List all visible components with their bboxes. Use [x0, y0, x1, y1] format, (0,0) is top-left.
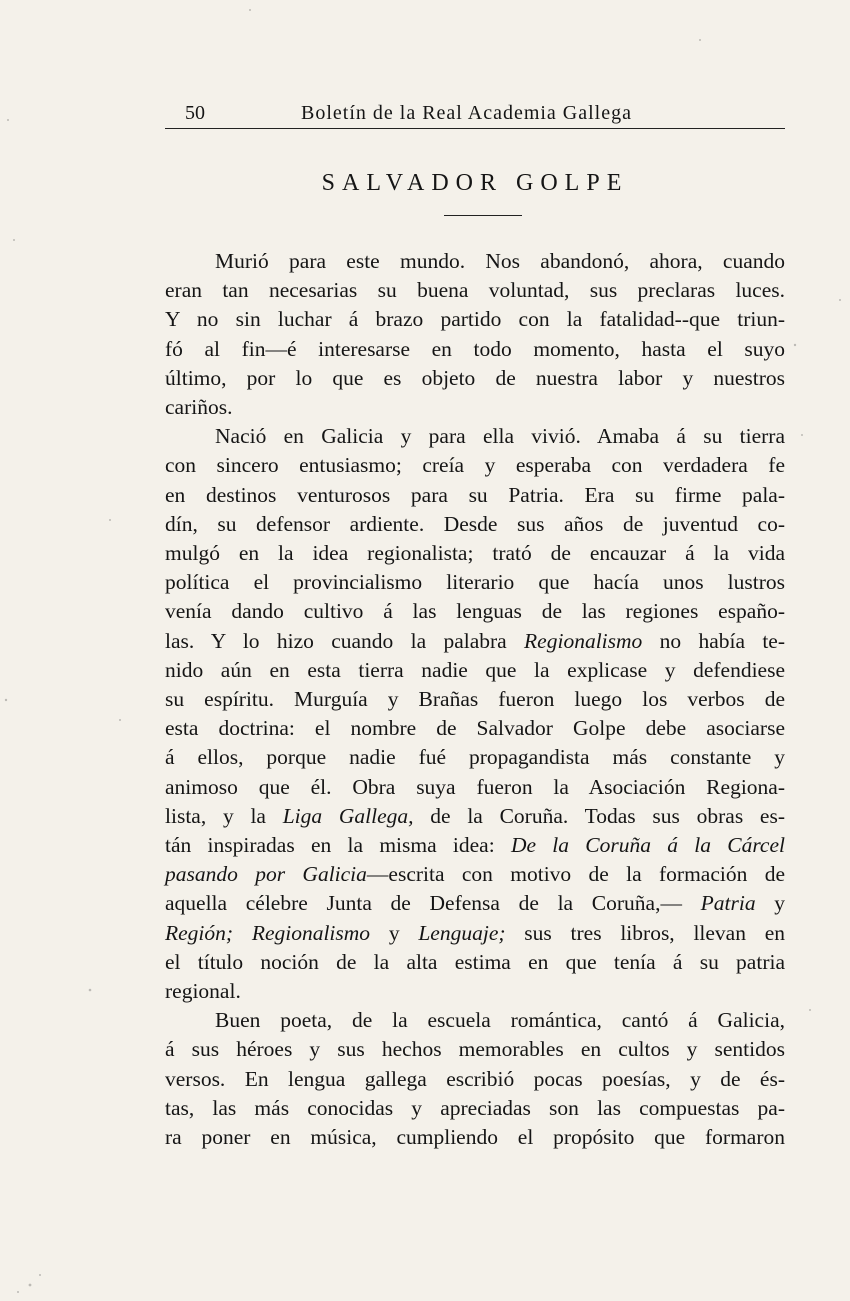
text-span: lista, y la — [165, 803, 266, 828]
italic-term: Liga Gallega, — [282, 803, 414, 828]
text-line: último, por lo que es objeto de nuestra labor y nuestros — [165, 365, 785, 390]
text-span: y — [774, 891, 786, 916]
text-line: ra poner en música, cumpliendo el propósito que formaron — [165, 1125, 785, 1150]
text-span: y — [388, 920, 400, 945]
italic-term: Patria — [700, 891, 756, 916]
text-line — [165, 889, 785, 918]
text-line: venía dando cultivo á las lenguas de las regiones españo- — [165, 599, 785, 624]
text-line: á sus héroes y sus hechos memorables en cultos y sentidos — [165, 1037, 785, 1062]
text-span: las. Y lo hizo cuando la palabra — [165, 628, 507, 653]
text-line: á ellos, porque nadie fué propagandista más constante y — [165, 745, 785, 770]
text-line: en destinos venturosos para su Patria. Era su firme pala- — [165, 482, 785, 507]
italic-term: Regionalismo — [524, 628, 643, 653]
text-line: Y no sin luchar á brazo partido con la fatalidad--que triun- — [165, 307, 785, 332]
text-line — [165, 831, 785, 860]
italic-term: Lenguaje; — [418, 920, 506, 945]
text-line: cariños. — [165, 395, 233, 420]
italic-term: De la Coruña á la Cárcel — [510, 833, 785, 858]
text-span: aquella célebre Junta de Defensa de la Coruña,— — [165, 891, 682, 916]
text-line: política el provincialismo literario que hacía unos lustros — [165, 570, 785, 595]
text-span: tán inspiradas en la misma idea: — [165, 833, 495, 858]
text-line: tas, las más conocidas y apreciadas son las compuestas pa- — [165, 1095, 785, 1120]
running-title: Boletín de la Real Academia Gallega — [301, 102, 632, 124]
running-header — [165, 98, 785, 129]
text-line: con sincero entusiasmo; creía y esperaba con verdadera fe — [165, 453, 785, 478]
text-line: mulgó en la idea regionalista; trató de encauzar á la vida — [165, 541, 785, 566]
text-line — [165, 860, 785, 889]
text-line: eran tan necesarias su buena voluntad, sus preclaras luces. — [165, 278, 785, 303]
article-title: SALVADOR GOLPE — [321, 170, 629, 196]
text-line — [165, 627, 785, 656]
text-line — [165, 802, 785, 831]
article-body — [165, 247, 785, 1152]
text-line: Nació en Galicia y para ella vivió. Amaba á su tierra — [215, 424, 785, 449]
text-span: sus tres libros, llevan en — [524, 920, 786, 945]
text-span: no había te- — [659, 628, 786, 653]
text-line: fó al fin—é interesarse en todo momento, hasta el suyo — [165, 336, 785, 361]
text-line — [165, 919, 785, 948]
text-line: dín, su defensor ardiente. Desde sus años de juventud co- — [165, 511, 785, 536]
italic-term: Región; Regionalismo — [165, 920, 371, 945]
text-line: esta doctrina: el nombre de Salvador Golpe debe asociarse — [165, 716, 785, 741]
text-line: animoso que él. Obra suya fueron la Asociación Regiona- — [165, 774, 785, 799]
text-line: regional. — [165, 979, 241, 1004]
text-line: Murió para este mundo. Nos abandonó, ahora, cuando — [215, 249, 785, 273]
title-rule — [444, 215, 522, 216]
text-line: nido aún en esta tierra nadie que la explicase y defendiese — [165, 657, 785, 682]
text-span: —escrita con motivo de la formación de — [366, 862, 785, 887]
italic-term: pasando por Galicia — [165, 862, 367, 887]
page-number: 50 — [185, 102, 205, 124]
text-line: Buen poeta, de la escuela romántica, cantó á Galicia, — [215, 1008, 785, 1033]
text-line: su espíritu. Murguía y Brañas fueron luego los verbos de — [165, 687, 785, 712]
text-span: de la Coruña. Todas sus obras es- — [430, 803, 786, 828]
text-line: el título noción de la alta estima en que tenía á su patria — [165, 949, 785, 974]
text-line: versos. En lengua gallega escribió pocas poesías, y de és- — [165, 1066, 785, 1091]
